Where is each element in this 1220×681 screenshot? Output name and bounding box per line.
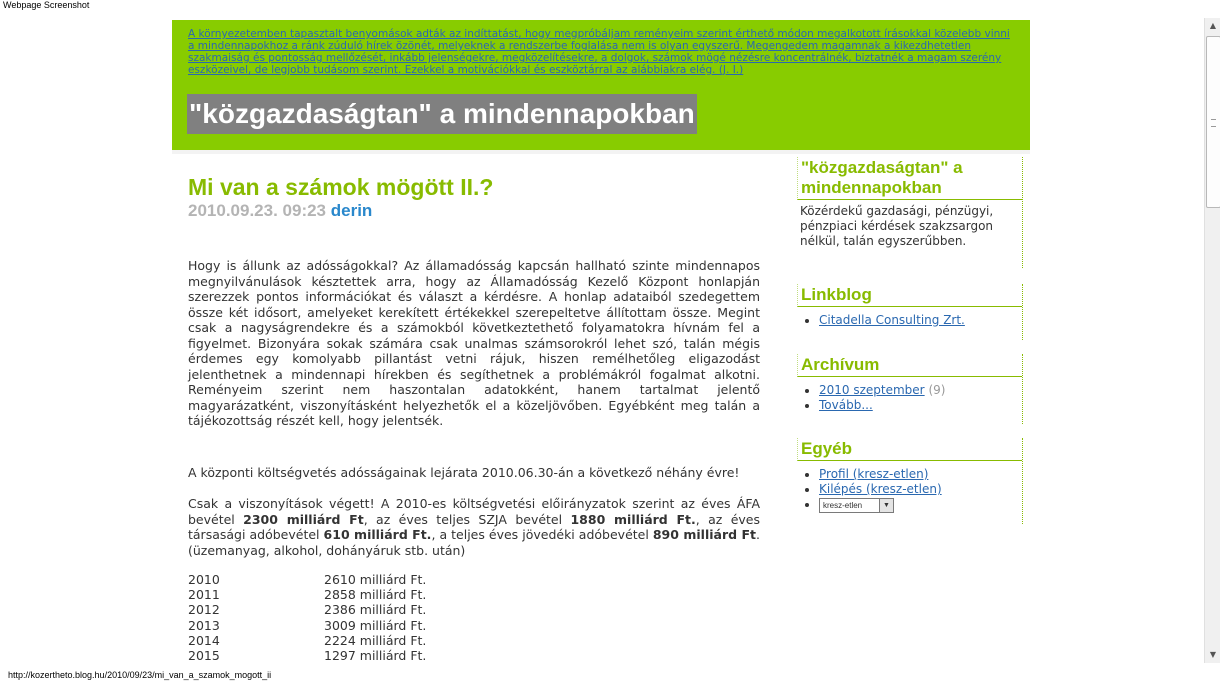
list-item (819, 383, 1022, 398)
widget-about-text: Közérdekű gazdasági, pénzügyi, pénzpiaci kérdések szakzsargon nélkül, talán egyszerűbben. (800, 204, 994, 248)
status-bar-url: http://kozertheto.blog.hu/2010/09/23/mi_van_a_szamok_mogott_ii (8, 670, 272, 680)
profile-link[interactable]: Profil (kresz-etlen) (819, 467, 929, 481)
user-select[interactable] (819, 498, 894, 513)
widget-title: Egyéb (797, 438, 1022, 461)
widget-linkblog (797, 284, 1023, 340)
archive-more-link[interactable]: Tovább... (819, 398, 873, 412)
bold-value: 890 milliárd Ft (652, 527, 756, 542)
text-segment: , az éves társasági adóbevétel (188, 511, 761, 542)
list-item (819, 398, 1022, 413)
text-segment: . (üzemanyag, alkohol, dohányáruk stb. után) (188, 527, 760, 558)
linkblog-link[interactable]: Citadella Consulting Zrt. (819, 313, 965, 327)
bold-value: 610 milliárd Ft. (323, 527, 432, 542)
row-amount: 1297 milliárd Ft. (324, 648, 427, 664)
row-amount: 3009 milliárd Ft. (324, 617, 427, 633)
widget-title: "közgazdaságtan" a mindennapokban (797, 157, 1022, 200)
text-segment: , az éves teljes SZJA bevétel (363, 511, 571, 527)
post-paragraph-maturity: A központi költségvetés adósságainak lejárata 2010.06.30-án a következő néhány évre! (188, 465, 740, 480)
row-amount: 2858 milliárd Ft. (324, 587, 427, 603)
row-amount: 2386 milliárd Ft. (324, 602, 427, 618)
list-item (819, 467, 1022, 482)
archive-count: (9) (928, 383, 946, 397)
widget-title: Linkblog (797, 284, 1022, 307)
list-item (819, 482, 1022, 497)
archive-month-link[interactable]: 2010 szeptember (819, 383, 925, 397)
post-date: 2010.09.23. 09:23 (188, 201, 327, 220)
post-paragraph-intro: Hogy is állunk az adósságokkal? Az államadósság kapcsán hallható szinte mindennapos megnyilvánulások késztettek arra, hogy az Államadósság Kezelő Központ honlapján szerezzek pontos információkat és választ a kérdésre. A honlap adataiból szedegettem össze két idősort, amelyeket kerekített értékekkel szerepeltetve állítottam össze. Megint csak a nagyságrendekre és a számokból következtethető folyamatokra hívnám fel a figyelmet. Bizonyára sokak számára csak unalmas számsorokról lehet szó, talán mégis érdemes egy komolyabb pillantást vetni rájuk, hiszen remélhetőleg eligazodást jelenthetnek a mindennapi hírekben és segíthetnek a problémákról fogalmat alkotni. Reményeim szerint nem haszontalan adatokként, hanem tartalmat jelentő magyarázatként, viszonyításként helyezhetők el a közeljövőben. Egyébként meg talán a tájékozottság részét kell, hogy jelentsék. (188, 258, 760, 428)
widget-about (797, 157, 1023, 268)
blog-header (172, 20, 1030, 150)
post-title[interactable]: Mi van a számok mögött II.? (188, 174, 494, 200)
scroll-thumb[interactable] (1206, 36, 1220, 208)
window-title: Webpage Screenshot (3, 0, 90, 10)
table-row (188, 648, 426, 663)
vertical-scrollbar[interactable] (1204, 18, 1220, 663)
row-year: 2011 (188, 587, 220, 603)
post-paragraph-comparison (188, 496, 760, 558)
archive-list (797, 377, 1022, 419)
header-divider (172, 150, 1030, 154)
row-year: 2012 (188, 602, 220, 618)
bold-value: 2300 milliárd Ft (243, 511, 364, 527)
logout-link[interactable]: Kilépés (kresz-etlen) (819, 482, 942, 496)
row-year: 2015 (188, 648, 220, 664)
row-amount: 2610 milliárd Ft. (324, 572, 427, 587)
list-item (819, 497, 1022, 513)
bold-value: 1880 milliárd Ft. (570, 511, 696, 527)
grip-icon (1211, 119, 1216, 127)
table-row (188, 633, 426, 648)
scroll-up-arrow-icon[interactable]: ▲ (1209, 21, 1217, 30)
other-list (797, 461, 1022, 519)
widget-other (797, 438, 1023, 524)
row-year: 2014 (188, 632, 220, 648)
scroll-down-arrow-icon[interactable]: ▼ (1209, 650, 1217, 659)
sidebar (797, 157, 1023, 524)
chevron-down-icon[interactable]: ▼ (879, 499, 893, 512)
widget-archive (797, 354, 1023, 424)
table-row (188, 602, 426, 617)
table-row (188, 587, 426, 602)
row-year: 2010 (188, 572, 220, 587)
text-segment: Csak a viszonyítások végett! A 2010-es költségvetési előirányzatok szerint az éves ÁFA bevétel (188, 496, 760, 527)
blog-title[interactable]: "közgazdaságtan" a mindennapokban (187, 94, 697, 134)
row-amount: 2224 milliárd Ft. (324, 632, 427, 648)
table-row (188, 572, 426, 587)
post-author-link[interactable]: derin (330, 201, 373, 220)
post-body (188, 258, 760, 429)
user-select-value: kresz-etlen (823, 501, 863, 510)
row-year: 2013 (188, 617, 220, 633)
list-item (819, 313, 1022, 328)
debt-maturity-table (188, 572, 426, 663)
header-intro-link[interactable]: A környezetemben tapasztalt benyomások adták az indíttatást, hogy megpróbáljam reményeim szerint érthető módon megalkotott írásokkal közelebb vinni a mindennapokhoz a ránk zúduló hírek özönét, melyeknek a rendszerbe foglalása nem is olyan egyszerű. Megengedem magamnak a kikezdhetetlen szakmaiság és pontosság mellőzését, inkább jelenségekre, megközelítésekre, a dolgok, számok mögé nézésre koncentrálnék, biztatnék a magam szerény eszközeivel, de legjobb tudásom szerint. Ezekkel a motivációkkal és eszköztárral az alábbiakra elég. (J. I.) (188, 28, 1010, 76)
post-meta (188, 200, 372, 222)
widget-title: Archívum (797, 354, 1022, 377)
linkblog-list (797, 307, 1022, 334)
table-row (188, 618, 426, 633)
text-segment: , a teljes éves jövedéki adóbevétel (431, 527, 653, 542)
